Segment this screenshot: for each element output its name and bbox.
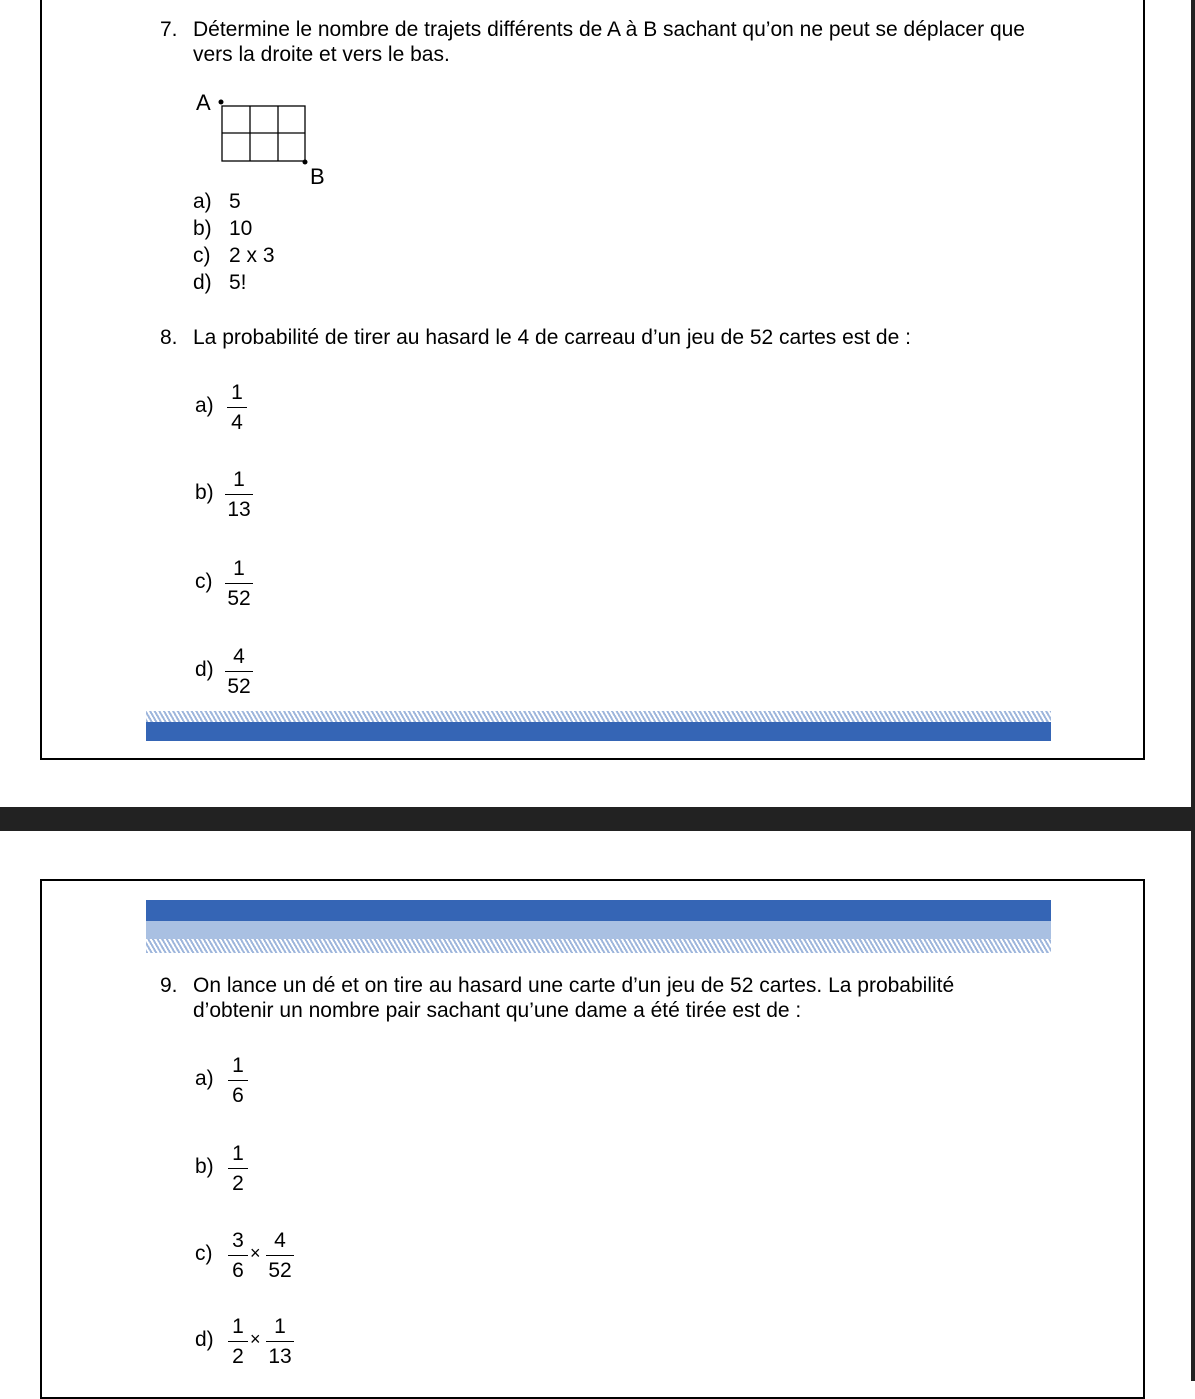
fraction bbox=[228, 1315, 248, 1369]
grid-figure bbox=[190, 88, 340, 193]
option-7c[interactable] bbox=[193, 243, 275, 268]
denominator: 13 bbox=[227, 498, 251, 521]
option-label: a) bbox=[195, 394, 214, 417]
numerator: 1 bbox=[233, 468, 245, 491]
denominator: 52 bbox=[227, 675, 251, 698]
page-2 bbox=[40, 879, 1145, 1399]
numerator: 1 bbox=[233, 557, 245, 580]
decorative-hatch-band bbox=[146, 939, 1051, 953]
numerator: 3 bbox=[232, 1229, 244, 1252]
option-label: d) bbox=[195, 1328, 214, 1351]
option-label: d) bbox=[195, 658, 214, 681]
decorative-light-band bbox=[146, 921, 1051, 939]
option-label: a) bbox=[193, 190, 212, 213]
option-label: b) bbox=[193, 217, 212, 240]
denominator: 6 bbox=[232, 1259, 244, 1282]
fraction bbox=[228, 1054, 248, 1108]
question-number: 8. bbox=[160, 326, 178, 349]
denominator: 4 bbox=[231, 411, 243, 434]
fraction bbox=[266, 1315, 294, 1369]
denominator: 52 bbox=[227, 587, 251, 610]
grid-lines bbox=[222, 106, 305, 161]
decorative-blue-band bbox=[146, 722, 1051, 741]
decorative-hatch-band bbox=[146, 711, 1051, 722]
numerator: 1 bbox=[232, 1054, 244, 1077]
option-label: d) bbox=[193, 271, 212, 294]
fraction bbox=[227, 381, 247, 435]
option-label: c) bbox=[195, 570, 213, 593]
fraction bbox=[225, 468, 253, 522]
numerator: 1 bbox=[232, 1142, 244, 1165]
denominator: 6 bbox=[232, 1084, 244, 1107]
times-sign: × bbox=[250, 1329, 261, 1349]
denominator: 2 bbox=[232, 1345, 244, 1368]
option-7d[interactable] bbox=[193, 270, 247, 295]
option-value: 10 bbox=[229, 217, 253, 240]
option-value: 5! bbox=[229, 271, 247, 294]
numerator: 4 bbox=[274, 1229, 286, 1252]
times-sign: × bbox=[250, 1243, 261, 1263]
fraction bbox=[228, 1229, 248, 1283]
point-a-label: A bbox=[196, 90, 211, 115]
denominator: 2 bbox=[232, 1172, 244, 1195]
question-text: Détermine le nombre de trajets différents de A à B sachant qu’on ne peut se déplacer que vers la droite et vers le bas. bbox=[193, 18, 1025, 66]
option-value: 5 bbox=[229, 190, 241, 213]
numerator: 1 bbox=[232, 1315, 244, 1338]
option-label: b) bbox=[195, 1155, 214, 1178]
denominator: 13 bbox=[268, 1345, 292, 1368]
point-b-dot bbox=[303, 160, 308, 165]
option-label: b) bbox=[195, 481, 214, 504]
denominator: 52 bbox=[268, 1259, 292, 1282]
numerator: 1 bbox=[274, 1315, 286, 1338]
option-value: 2 x 3 bbox=[229, 244, 275, 267]
point-a-dot bbox=[219, 100, 224, 105]
question-number: 7. bbox=[160, 18, 178, 41]
numerator: 4 bbox=[233, 645, 245, 668]
fraction bbox=[266, 1229, 294, 1283]
question-number: 9. bbox=[160, 974, 178, 997]
option-label: a) bbox=[195, 1067, 214, 1090]
fraction bbox=[228, 1142, 248, 1196]
option-7b[interactable] bbox=[193, 216, 252, 241]
fraction bbox=[225, 645, 253, 699]
numerator: 1 bbox=[231, 381, 243, 404]
option-7a[interactable] bbox=[193, 189, 241, 214]
question-text: On lance un dé et on tire au hasard une carte d’un jeu de 52 cartes. La probabilité d’obtenir un nombre pair sachant qu’une dame a été tirée est de : bbox=[193, 974, 955, 1022]
right-edge-bar bbox=[1191, 0, 1195, 1381]
page-separator bbox=[0, 807, 1195, 831]
option-label: c) bbox=[195, 1242, 213, 1265]
option-label: c) bbox=[193, 244, 211, 267]
decorative-blue-band bbox=[146, 900, 1051, 921]
question-text: La probabilité de tirer au hasard le 4 de carreau d’un jeu de 52 cartes est de : bbox=[193, 326, 911, 349]
fraction bbox=[225, 557, 253, 611]
point-b-label: B bbox=[310, 164, 325, 189]
